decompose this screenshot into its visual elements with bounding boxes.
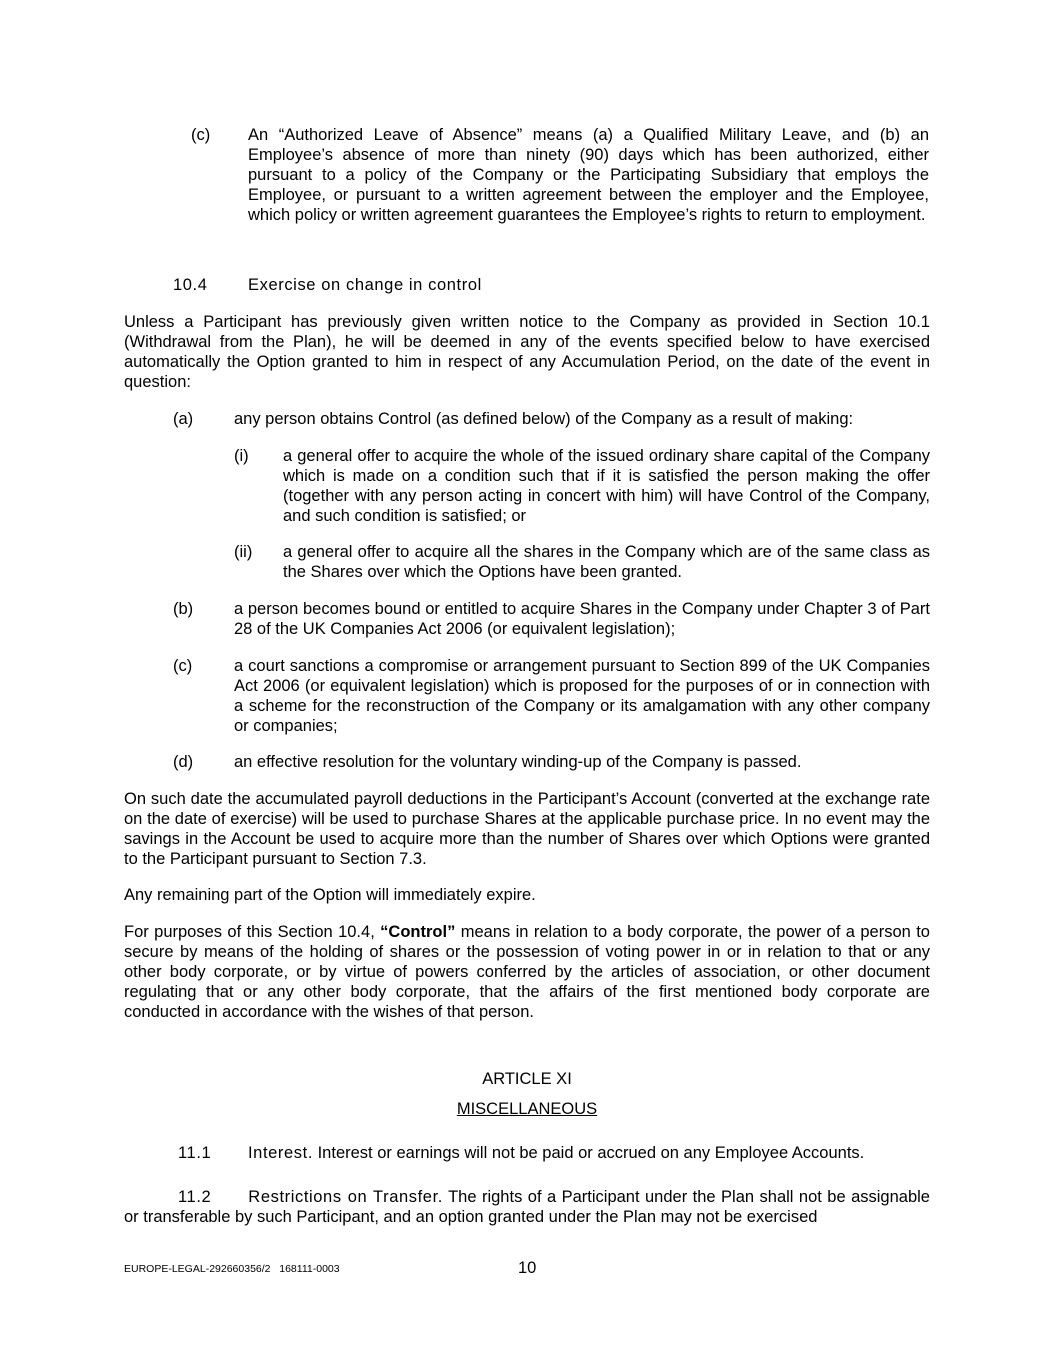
item-text-c: a court sanctions a compromise or arrangement pursuant to Section 899 of the UK Companies Act 2006 (or equivalent legislation) which is proposed for the purposes of or in connection with a scheme for the reconstruction of the Company or its amalgamation with any other company or companies; — [234, 657, 930, 735]
section-number-11-2: 11.2 — [178, 1188, 212, 1206]
section-number-11-1: 11.1 — [178, 1144, 212, 1162]
subitem-text-ii: a general offer to acquire all the shares in the Company which are of the same class as the Shares over which the Options have been granted. — [283, 543, 930, 581]
item-text-d: an effective resolution for the voluntary winding-up of the Company is passed. — [234, 753, 802, 771]
subitem-label-ii: (ii) — [234, 543, 253, 561]
control-term: “Control” — [380, 923, 456, 941]
item-text-b: a person becomes bound or entitled to acquire Shares in the Company under Chapter 3 of Part 28 of the UK Companies Act 2006 (or equivalent legislation); — [234, 600, 930, 638]
item-label-a: (a) — [173, 410, 194, 428]
article-title-wrap — [124, 1099, 930, 1119]
section-10-4-expire-paragraph: Any remaining part of the Option will immediately expire. — [124, 886, 536, 904]
control-prefix: For purposes of this Section 10.4, — [124, 923, 381, 941]
item-label-c-top: (c) — [191, 126, 211, 144]
section-11-2-text — [124, 1187, 930, 1227]
section-body-11-2: The rights of a Participant under the Plan shall not be assignable or transferable by such Participant, and an option granted under the Plan may not be exercised — [124, 1188, 930, 1226]
section-heading-11-2: Restrictions on Transfer. — [248, 1188, 443, 1206]
section-11-1-text — [248, 1143, 930, 1163]
article-number: ARTICLE XI — [482, 1070, 572, 1088]
item-label-b: (b) — [173, 600, 194, 618]
section-title-10-4: Exercise on change in control — [248, 276, 482, 294]
section-heading-11-1: Interest. — [248, 1144, 314, 1162]
article-title: MISCELLANEOUS — [456, 1100, 598, 1118]
item-label-c: (c) — [173, 657, 193, 675]
subitem-text-i: a general offer to acquire the whole of the issued ordinary share capital of the Company which is made on a condition such that if it is satisfied the person making the offer (together with any person acting in concert with him) will have Control of the Company, and such condition is satisfied; or — [283, 447, 930, 525]
item-label-d: (d) — [173, 753, 194, 771]
subitem-label-i: (i) — [234, 447, 249, 465]
page-number: 10 — [518, 1259, 537, 1277]
item-text-c-top: An “Authorized Leave of Absence” means (a) a Qualified Military Leave, and (b) an Employee’s absence of more than ninety (90) days which has been authorized, either pursuant to a policy of the Company or the Participating Subsidiary that employs the Employee, or pursuant to a written agreement between the employer and the Employee, which policy or written agreement guarantees the Employee’s rights to return to employment. — [248, 126, 929, 224]
footer-document-reference: EUROPE-LEGAL-292660356/2 168111-0003 — [124, 1263, 340, 1275]
section-10-4-intro: Unless a Participant has previously given written notice to the Company as provided in Section 10.1 (Withdrawal from the Plan), he will be deemed in any of the events specified below to have exercised automatically the Option granted to him in respect of any Accumulation Period, on the date of the event in question: — [124, 313, 930, 391]
section-number-10-4: 10.4 — [173, 276, 208, 294]
section-body-11-1: Interest or earnings will not be paid or accrued on any Employee Accounts. — [313, 1144, 865, 1162]
item-text-a: any person obtains Control (as defined below) of the Company as a result of making: — [234, 410, 854, 428]
section-10-4-exercise-paragraph: On such date the accumulated payroll deductions in the Participant’s Account (converted at the exchange rate on the date of exercise) will be used to purchase Shares at the applicable purchase price. In no event may the savings in the Account be used to acquire more than the number of Shares over which Options were granted to the Participant pursuant to Section 7.3. — [124, 790, 930, 868]
control-definition-paragraph — [124, 922, 930, 1022]
control-definition-text: means in relation to a body corporate, the power of a person to secure by means of the holding of shares or the possession of voting power in or in relation to that or any other body corporate, or by virtue of powers conferred by the articles of association, or other document regulating that or any other body corporate, that the affairs of the first mentioned body corporate are conducted in accordance with the wishes of that person. — [124, 923, 930, 1021]
